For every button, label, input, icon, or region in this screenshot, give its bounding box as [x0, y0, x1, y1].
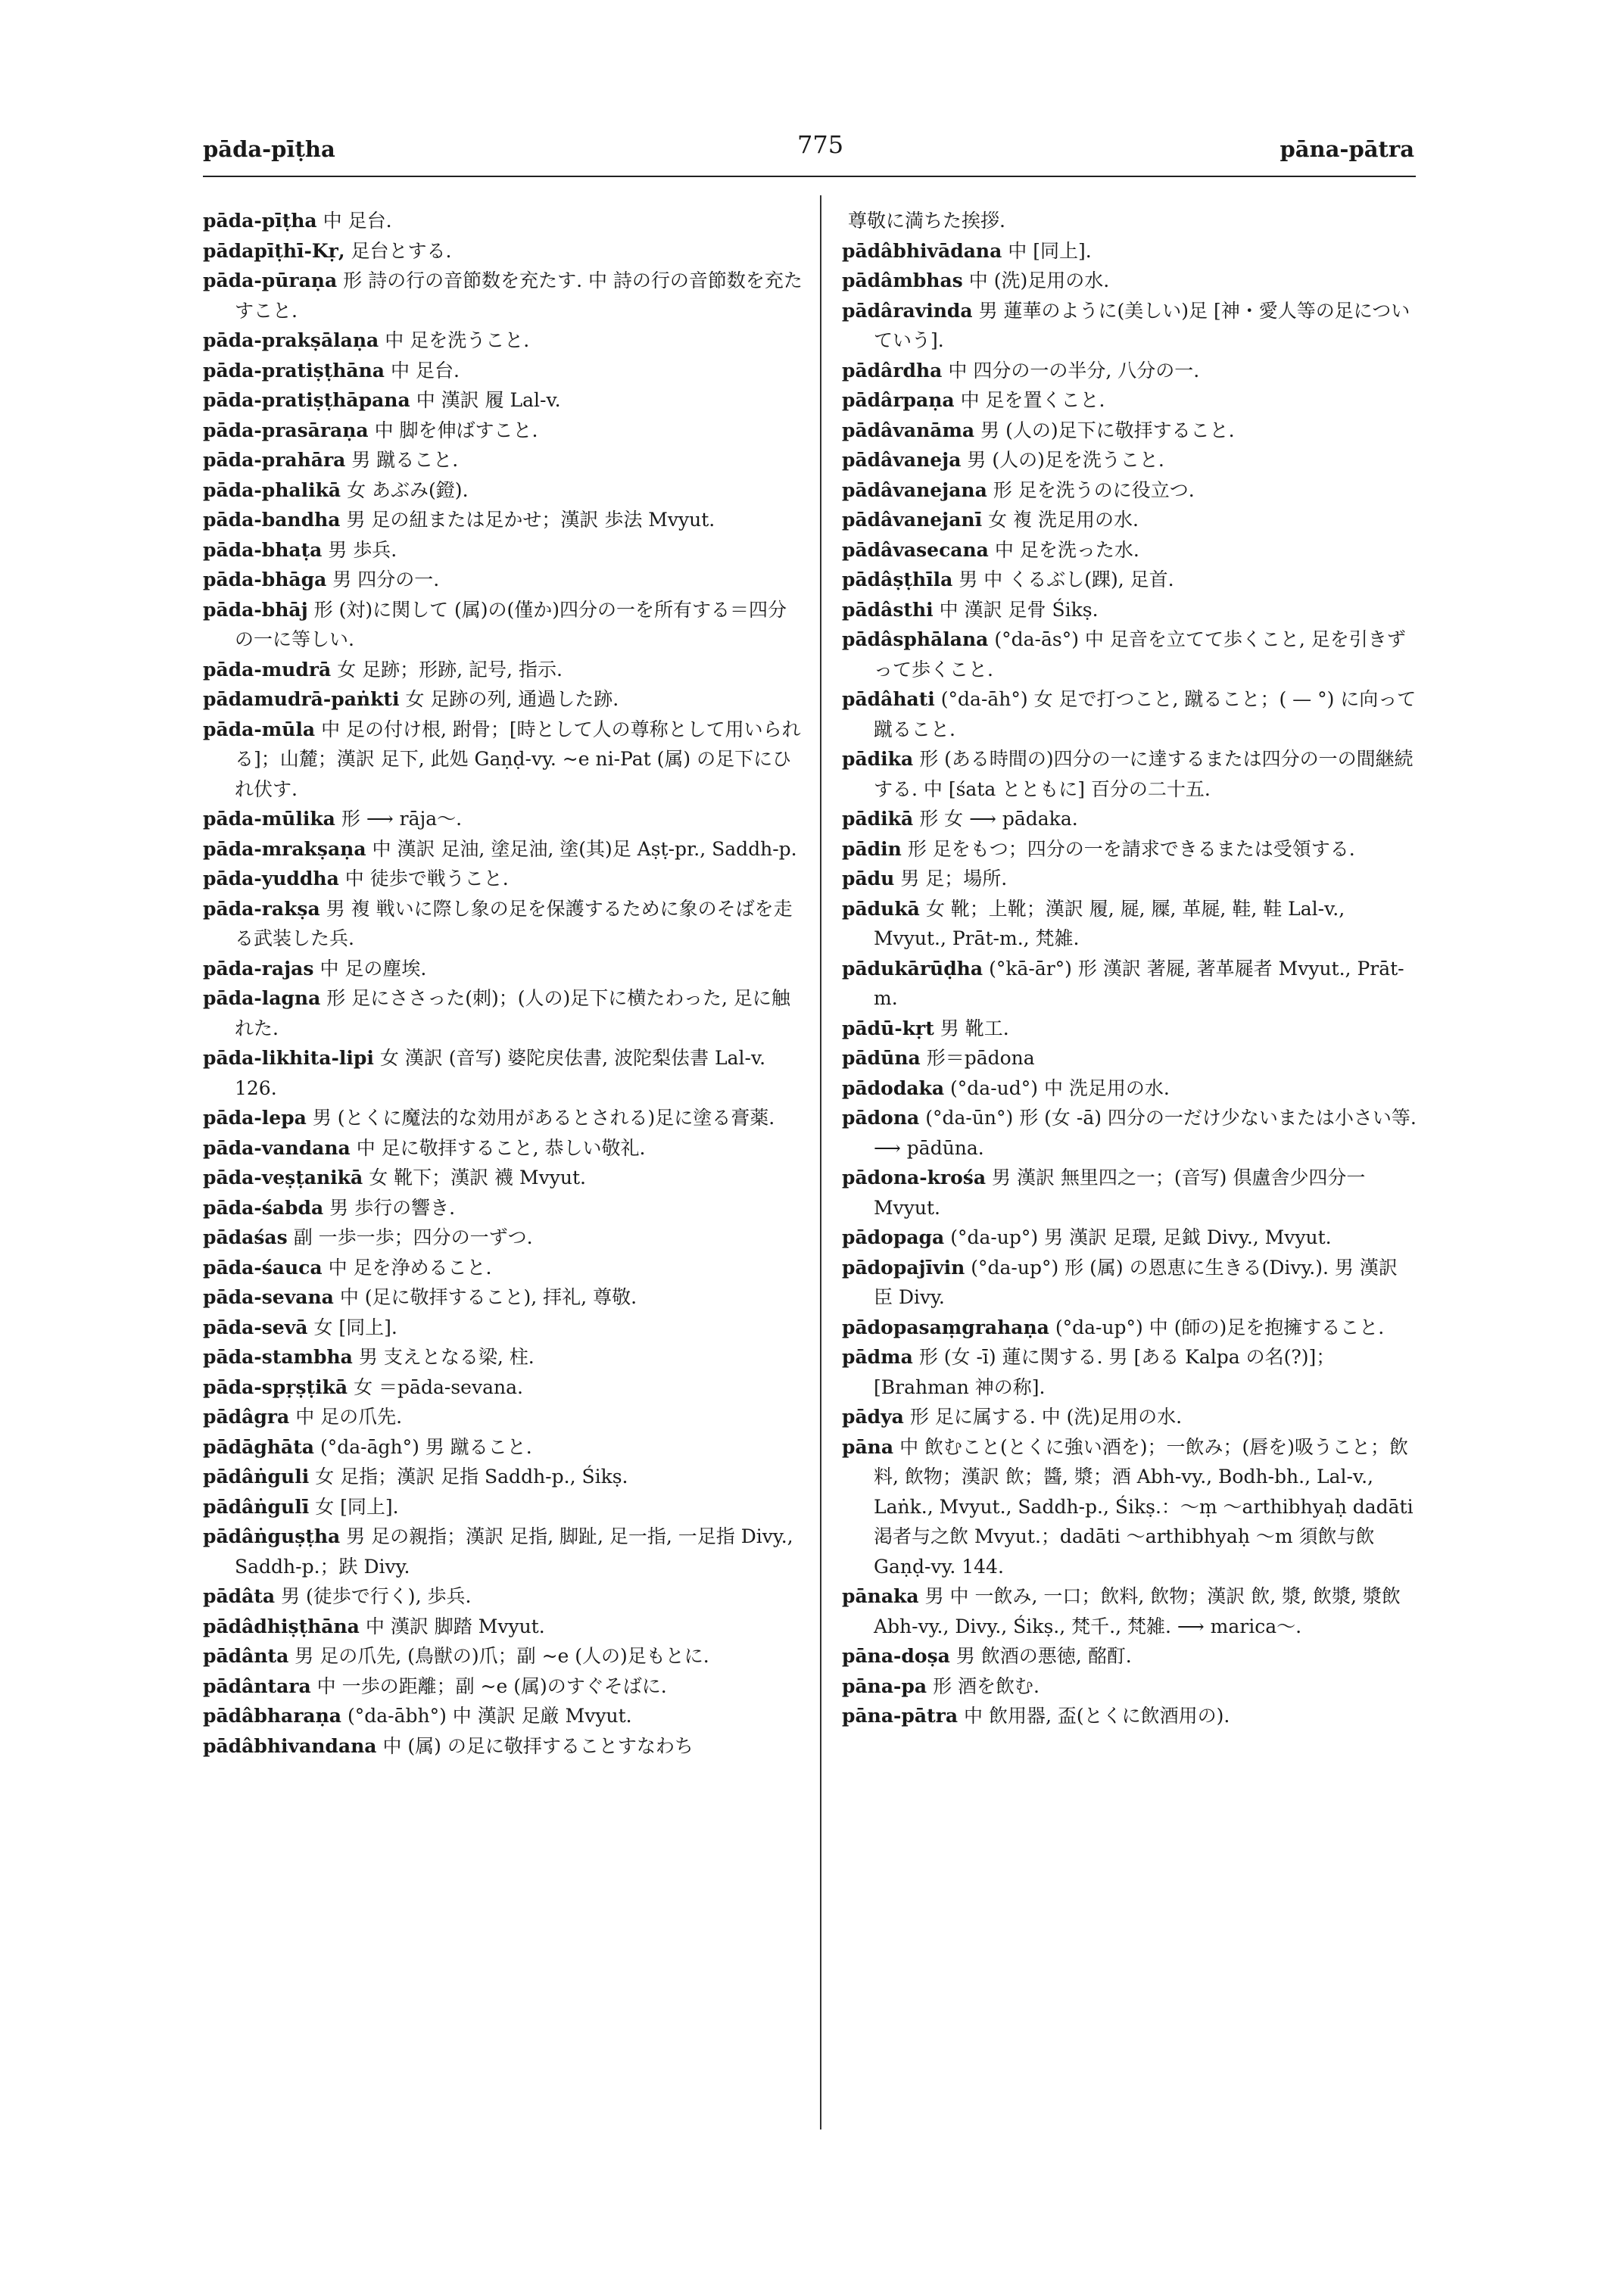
dictionary-entry [203, 326, 803, 356]
entry-headword: pāda-stambha [203, 1346, 353, 1368]
entry-headword: pāda-bandha [203, 509, 341, 531]
entry-headword: pādânta [203, 1645, 289, 1667]
entry-headword: pādâbhivādana [842, 239, 1002, 262]
entry-definition: 男 足；場所. [900, 868, 1008, 889]
dictionary-entry [203, 1163, 803, 1193]
dictionary-entry [842, 684, 1419, 744]
entry-headword: pādika [842, 748, 914, 770]
dictionary-entry [842, 1103, 1419, 1163]
dictionary-entry [203, 894, 803, 954]
left-running-head: pāda-pīṭha [203, 136, 335, 162]
entry-headword: pāda-sevana [203, 1286, 334, 1308]
entry-headword: pādârpaṇa [842, 389, 955, 411]
entry-definition: 中 足の爪先. [295, 1406, 403, 1428]
dictionary-entry [203, 983, 803, 1043]
dictionary-entry [842, 595, 1419, 625]
dictionary-entry [842, 1073, 1419, 1104]
dictionary-entry [842, 505, 1419, 535]
dictionary-entry [203, 505, 803, 535]
dictionary-entry [842, 1223, 1419, 1253]
entry-definition: 中 飲用器, 盃(とくに飲酒用の). [964, 1705, 1230, 1727]
dictionary-entry [203, 595, 803, 655]
entry-headword: pāda-likhita-lipi [203, 1047, 374, 1069]
dictionary-entry [842, 475, 1419, 506]
entry-headword: pāda-yuddha [203, 868, 339, 889]
dictionary-entry [203, 1223, 803, 1253]
entry-definition: 女 ＝pāda-sevana. [354, 1375, 523, 1398]
entry-definition: 中 足を浄めること. [328, 1256, 492, 1279]
page-number: 775 [797, 130, 844, 159]
entry-headword: pādâvanāma [842, 419, 975, 441]
dictionary-entry [842, 385, 1419, 416]
entry-definition: 中 足台. [323, 210, 392, 232]
entry-headword: pādin [842, 837, 902, 860]
entry-definition: (°kā-ār°) 形 漢訳 著屣, 著革屣者 Mvyut., Prāt-m. [874, 957, 1404, 1009]
entry-definition: 形 (ある時間の)四分の一に達するまたは四分の一の間継続する. 中 [śata とともに] 百分の二十五. [874, 748, 1414, 800]
running-header [203, 130, 1414, 176]
entry-definition: (°da-ās°) 中 足音を立てて歩くこと, 足を引きずって歩くこと. [874, 628, 1406, 681]
entry-definition: 女 漢訳 (音写) 婆陀戻佉書, 波陀梨佉書 Lal-v. 126. [235, 1047, 766, 1099]
entry-headword: pādâṅgulī [203, 1495, 310, 1518]
entry-definition: 中 足台. [391, 359, 460, 382]
entry-definition: (°da-up°) 形 (属) の恩恵に生きる(Divy.). 男 漢訳 臣 Divy. [874, 1256, 1398, 1308]
entry-definition: 中 漢訳 脚踏 Mvyut. [365, 1615, 545, 1637]
entry-headword: pāda-prasāraṇa [203, 419, 369, 441]
entry-headword: pāda-mūla [203, 718, 316, 740]
entry-definition: (°da-up°) 中 (師の)足を抱擁すること. [1055, 1316, 1385, 1338]
entry-definition: 中 足に敬拝すること, 恭しい敬礼. [356, 1136, 646, 1159]
dictionary-entry [842, 744, 1419, 804]
entry-definition: 形 ⟶ rāja～. [341, 808, 463, 830]
dictionary-entry [842, 1671, 1419, 1702]
entry-definition: 女 靴；上靴；漢訳 履, 屣, 屧, 革屣, 鞋, 鞋 Lal-v., Mvyut., Prāt-m., 梵雑. [874, 897, 1345, 949]
entry-definition: 中 足を洗うこと. [385, 329, 530, 351]
dictionary-entry [203, 565, 803, 595]
dictionary-entry [842, 296, 1419, 356]
entry-headword: pāda-veṣṭanikā [203, 1167, 363, 1189]
dictionary-entry [203, 1372, 803, 1403]
entry-headword: pādâvanejanī [842, 509, 983, 531]
entry-definition: 男 歩行の響き. [329, 1196, 456, 1219]
entry-definition: 女 [同上]. [315, 1495, 399, 1518]
dictionary-entry [203, 1103, 803, 1133]
entry-definition: 中 徒歩で戦うこと. [344, 868, 509, 889]
entry-headword: pādâsthi [842, 598, 934, 621]
dictionary-entry [203, 1492, 803, 1522]
entry-headword: pādâbharaṇa [203, 1705, 341, 1727]
entry-definition: 男 蓮華のように(美しい)足 [神・愛人等の足についていう]. [874, 299, 1410, 351]
entry-headword: pānaka [842, 1585, 919, 1607]
entry-definition: 中 足を洗った水. [994, 538, 1139, 561]
entry-definition: 男 漢訳 無里四之一；(音写) 倶盧舎少四分一 Mvyut. [874, 1167, 1366, 1219]
entry-definition: 形 足をもつ；四分の一を請求できるまたは受領する. [907, 837, 1355, 860]
entry-definition: 中 (足に敬拝すること), 拝礼, 尊敬. [339, 1286, 637, 1308]
entry-headword: pāda-bhāga [203, 569, 327, 590]
entry-headword: pādâdhiṣṭhāna [203, 1615, 360, 1637]
entry-definition: 男 歩兵. [328, 538, 397, 561]
entry-headword: pādaśas [203, 1226, 288, 1248]
entry-definition: 男 中 一飲み, 一口；飲料, 飲物；漢訳 飲, 漿, 飲漿, 漿飲 Abh-vy., Divy., Śikṣ., 梵千., 梵雑. ⟶ marica～. [874, 1585, 1401, 1637]
dictionary-entry [203, 1641, 803, 1671]
entry-definition: 女 [同上]. [313, 1316, 397, 1338]
entry-definition: 男 四分の一. [332, 569, 440, 590]
entry-definition: 男 (人の)足下に敬拝すること. [980, 419, 1235, 441]
dictionary-entry [203, 385, 803, 416]
dictionary-entry [842, 1043, 1419, 1073]
entry-headword: pāda-bhāj [203, 598, 308, 621]
dictionary-entry [842, 894, 1419, 954]
entry-headword: pāda-sevā [203, 1316, 308, 1338]
left-column [203, 206, 803, 1761]
entry-headword: pāna-pātra [842, 1705, 959, 1727]
entry-headword: pāda-mrakṣaṇa [203, 837, 366, 860]
dictionary-entry [203, 954, 803, 984]
dictionary-entry [203, 834, 803, 865]
dictionary-entry [842, 1432, 1419, 1582]
entry-definition: 形＝pādona [926, 1047, 1035, 1069]
entry-definition: 中 [同上]. [1008, 239, 1092, 262]
entry-definition: 男 足の爪先, (鳥獣の)爪；副 ~e (人の)足もとに. [295, 1645, 709, 1667]
entry-headword: pādya [842, 1406, 904, 1428]
entry-definition: 男 (徒歩で行く), 歩兵. [281, 1585, 472, 1607]
dictionary-entry [842, 1581, 1419, 1641]
entry-definition: 中 (属) の足に敬拝することすなわち [382, 1734, 694, 1757]
entry-headword: pādapīṭhī-Kṛ, [203, 239, 345, 262]
entry-headword: pādopasaṃgrahaṇa [842, 1316, 1049, 1338]
entry-definition: 男 足の親指；漢訳 足指, 脚趾, 足一指, 一足指 Divy., Saddh-p.；趺 Divy. [235, 1525, 793, 1578]
entry-headword: pādona [842, 1107, 920, 1129]
dictionary-entry [842, 1014, 1419, 1044]
dictionary-entry [842, 535, 1419, 565]
dictionary-entry [203, 1462, 803, 1492]
dictionary-entry [203, 475, 803, 506]
dictionary-entry [203, 684, 803, 715]
dictionary-entry [842, 1402, 1419, 1432]
dictionary-entry [203, 1282, 803, 1313]
entry-definition: 形 女 ⟶ pādaka. [919, 808, 1078, 830]
entry-definition: 形 詩の行の音節数を充たす. 中 詩の行の音節数を充たすこと. [235, 269, 803, 322]
dictionary-entry [842, 1253, 1419, 1313]
dictionary-entry [842, 206, 1419, 236]
dictionary-entry [203, 1402, 803, 1432]
entry-headword: pāda-mūlika [203, 808, 335, 830]
entry-headword: pāda-pūraṇa [203, 269, 338, 291]
entry-headword: pādikā [842, 808, 914, 830]
entry-definition: (°da-āh°) 女 足で打つこと, 蹴ること；( — °) に向って蹴ること. [874, 688, 1417, 740]
entry-headword: pādāghāta [203, 1435, 314, 1458]
entry-definition: 男 (人の)足を洗うこと. [967, 449, 1164, 471]
dictionary-entry [203, 1193, 803, 1223]
entry-definition: (°da-ud°) 中 洗足用の水. [950, 1076, 1170, 1099]
entry-headword: pādâmbhas [842, 269, 963, 291]
entry-headword: pāda-prahāra [203, 449, 346, 471]
dictionary-entry [842, 1641, 1419, 1671]
entry-definition: 中 漢訳 足骨 Śikṣ. [939, 598, 1099, 621]
entry-definition: 男 支えとなる梁, 柱. [358, 1346, 535, 1368]
entry-headword: pādâbhivandana [203, 1734, 377, 1757]
dictionary-entry [203, 1612, 803, 1642]
right-column [842, 206, 1419, 1731]
dictionary-entry [842, 864, 1419, 894]
entry-headword: pādūna [842, 1047, 921, 1069]
dictionary-entry [203, 416, 803, 446]
column-divider [820, 195, 821, 2129]
entry-headword: pāda-vandana [203, 1136, 351, 1159]
entry-headword: pādu [842, 868, 895, 889]
entry-definition: 女 足跡；形跡, 記号, 指示. [337, 658, 563, 681]
entry-definition: 足台とする. [351, 239, 452, 262]
entry-headword: pādâravinda [842, 299, 973, 322]
dictionary-entry [842, 1313, 1419, 1343]
entry-definition: 副 一歩一歩；四分の一ずつ. [293, 1226, 533, 1248]
entry-definition: 形 足にささった(刺)；(人の)足下に横たわった, 足に触れた. [235, 987, 790, 1039]
dictionary-entry [842, 565, 1419, 595]
entry-headword: pāda-bhaṭa [203, 538, 323, 561]
dictionary-entry [842, 804, 1419, 834]
dictionary-entry [203, 356, 803, 386]
entry-definition: 中 足の塵埃. [320, 957, 427, 980]
dictionary-entry [842, 1163, 1419, 1223]
dictionary-entry [203, 655, 803, 685]
entry-headword: pāda-spṛṣṭikā [203, 1375, 348, 1398]
entry-headword: pādâsphālana [842, 628, 989, 650]
header-rule [203, 176, 1416, 177]
entry-definition: 形 (対)に関して (属)の(僅か)四分の一を所有する＝四分の一に等しい. [235, 598, 787, 650]
entry-headword: pādâvanejana [842, 478, 987, 501]
dictionary-entry [842, 954, 1419, 1014]
entry-headword: pāda-pīṭha [203, 210, 317, 232]
entry-definition: 男 飲酒の悪徳, 酩酊. [955, 1645, 1132, 1667]
dictionary-entry [203, 236, 803, 266]
entry-definition: 男 (とくに魔法的な効用があるとされる)足に塗る膏薬. [312, 1107, 775, 1129]
dictionary-entry [203, 804, 803, 834]
entry-headword: pāda-mudrā [203, 658, 332, 681]
entry-headword: pāda-prakṣālaṇa [203, 329, 379, 351]
dictionary-entry [203, 1133, 803, 1164]
entry-headword: pāda-lagna [203, 987, 321, 1009]
dictionary-entry [203, 1342, 803, 1372]
dictionary-entry [842, 266, 1419, 296]
entry-definition: 中 (洗)足用の水. [968, 269, 1110, 291]
entry-headword: pāda-śauca [203, 1256, 323, 1279]
entry-headword: pādamudrā-paṅkti [203, 688, 400, 710]
entry-definition: 中 足の付け根, 跗骨；[時として人の尊称として用いられる]；山麓；漢訳 足下, 此処 Gaṇḍ-vy. ~e ni-Pat (属) の足下にひれ伏す. [235, 718, 801, 800]
dictionary-entry [203, 1043, 803, 1103]
entry-headword: pādâvaneja [842, 449, 962, 471]
dictionary-entry [842, 834, 1419, 865]
entry-definition: 男 足の紐または足かせ；漢訳 歩法 Mvyut. [346, 509, 715, 531]
entry-definition: (°da-ūn°) 形 (女 -ā) 四分の一だけ少ないまたは小さい等. ⟶ pādūna. [874, 1107, 1417, 1159]
entry-definition: 形 足を洗うのに役立つ. [993, 478, 1195, 501]
entry-headword: pādâṣṭhīla [842, 569, 953, 590]
entry-definition: 尊敬に満ちた挨拶. [848, 210, 1005, 232]
dictionary-entry [203, 1253, 803, 1283]
entry-headword: pāna [842, 1435, 894, 1458]
entry-headword: pāna-doṣa [842, 1645, 950, 1667]
entry-definition: 女 足指；漢訳 足指 Saddh-p., Śikṣ. [315, 1466, 628, 1488]
entry-headword: pāda-rajas [203, 957, 314, 980]
dictionary-entry [203, 1432, 803, 1463]
entry-headword: pādâṅguli [203, 1466, 310, 1488]
dictionary-entry [203, 1731, 803, 1762]
dictionary-entry [842, 445, 1419, 475]
entry-headword: pāda-pratiṣṭhāna [203, 359, 385, 382]
entry-headword: pādârdha [842, 359, 943, 382]
dictionary-entry [842, 1701, 1419, 1731]
dictionary-entry [203, 1581, 803, 1612]
entry-headword: pādâṅguṣṭha [203, 1525, 341, 1547]
entry-definition: 中 四分の一の半分, 八分の一. [948, 359, 1200, 382]
entry-headword: pādâhati [842, 688, 935, 710]
right-running-head: pāna-pātra [1280, 136, 1414, 162]
entry-definition: 男 靴工. [940, 1017, 1009, 1039]
dictionary-entry [842, 236, 1419, 266]
dictionary-entry [842, 625, 1419, 684]
entry-definition: 中 飲むこと(とくに強い酒を)；一飲み；(唇を)吸うこと；飲料, 飲物；漢訳 飲；醬, 漿；酒 Abh-vy., Bodh-bh., Lal-v., Laṅk., Mvyut., Saddh-p., Śikṣ.：～ṃ ～arthibhyaḥ dadāti 渇者与之飲 Mvyut.；dadāti ～arthibhyaḥ ～m 須飲与飲 Gaṇḍ-vy. 144. [874, 1435, 1414, 1578]
entry-definition: 形 酒を飲む. [933, 1675, 1040, 1697]
entry-headword: pādâvasecana [842, 538, 989, 561]
entry-definition: 女 あぶみ(鐙). [347, 478, 469, 501]
dictionary-entry [842, 1342, 1419, 1402]
dictionary-entry [842, 356, 1419, 386]
entry-definition: (°da-ābh°) 中 漢訳 足厳 Mvyut. [347, 1705, 632, 1727]
entry-definition: 男 中 くるぶし(踝), 足首. [959, 569, 1174, 590]
dictionary-entry [203, 1522, 803, 1581]
dictionary-entry [203, 266, 803, 326]
dictionary-entry [842, 416, 1419, 446]
entry-definition: 中 足を置くこと. [960, 389, 1105, 411]
entry-definition: 女 靴下；漢訳 襪 Mvyut. [369, 1167, 586, 1189]
entry-definition: (°da-up°) 男 漢訳 足環, 足鉞 Divy., Mvyut. [950, 1226, 1332, 1248]
entry-definition: (°da-āgh°) 男 蹴ること. [320, 1435, 532, 1458]
entry-headword: pāda-pratiṣṭhāpana [203, 389, 410, 411]
entry-definition: 中 漢訳 履 Lal-v. [416, 389, 561, 411]
entry-headword: pāda-śabda [203, 1196, 324, 1219]
entry-headword: pādâta [203, 1585, 276, 1607]
entry-headword: pādodaka [842, 1076, 945, 1099]
dictionary-entry [203, 535, 803, 565]
entry-headword: pādopaga [842, 1226, 945, 1248]
entry-definition: 女 足跡の列, 通過した跡. [405, 688, 619, 710]
entry-headword: pādukārūḍha [842, 957, 983, 980]
dictionary-entry [203, 1701, 803, 1731]
dictionary-entry [203, 1313, 803, 1343]
dictionary-entry [203, 206, 803, 236]
entry-headword: pādma [842, 1346, 913, 1368]
entry-headword: pādukā [842, 897, 920, 920]
entry-definition: 女 複 洗足用の水. [988, 509, 1139, 531]
entry-definition: 中 漢訳 足油, 塗足油, 塗(其)足 Aṣṭ-pr., Saddh-p. [372, 837, 797, 860]
entry-definition: 中 脚を伸ばすこと. [374, 419, 538, 441]
entry-definition: 男 蹴ること. [351, 449, 459, 471]
entry-headword: pādū-kṛt [842, 1017, 934, 1039]
dictionary-entry [203, 1671, 803, 1702]
dictionary-entry [203, 715, 803, 805]
entry-headword: pāna-pa [842, 1675, 927, 1697]
dictionary-entry [203, 445, 803, 475]
dictionary-entry [203, 864, 803, 894]
entry-headword: pāda-phalikā [203, 478, 341, 501]
entry-headword: pāda-rakṣa [203, 897, 320, 920]
entry-definition: 形 (女 -ī) 蓮に関する. 男 [ある Kalpa の名(?)]；[Brahman 神の称]. [874, 1346, 1336, 1398]
entry-headword: pādântara [203, 1675, 311, 1697]
entry-definition: 男 複 戦いに際し象の足を保護するために象のそばを走る武装した兵. [235, 897, 793, 949]
entry-headword: pādopajīvin [842, 1256, 965, 1279]
entry-definition: 中 一歩の距離；副 ~e (属)のすぐそばに. [316, 1675, 667, 1697]
entry-headword: pādona-krośa [842, 1167, 987, 1189]
entry-headword: pāda-lepa [203, 1107, 307, 1129]
entry-definition: 形 足に属する. 中 (洗)足用の水. [909, 1406, 1183, 1428]
entry-headword: pādâgra [203, 1406, 290, 1428]
